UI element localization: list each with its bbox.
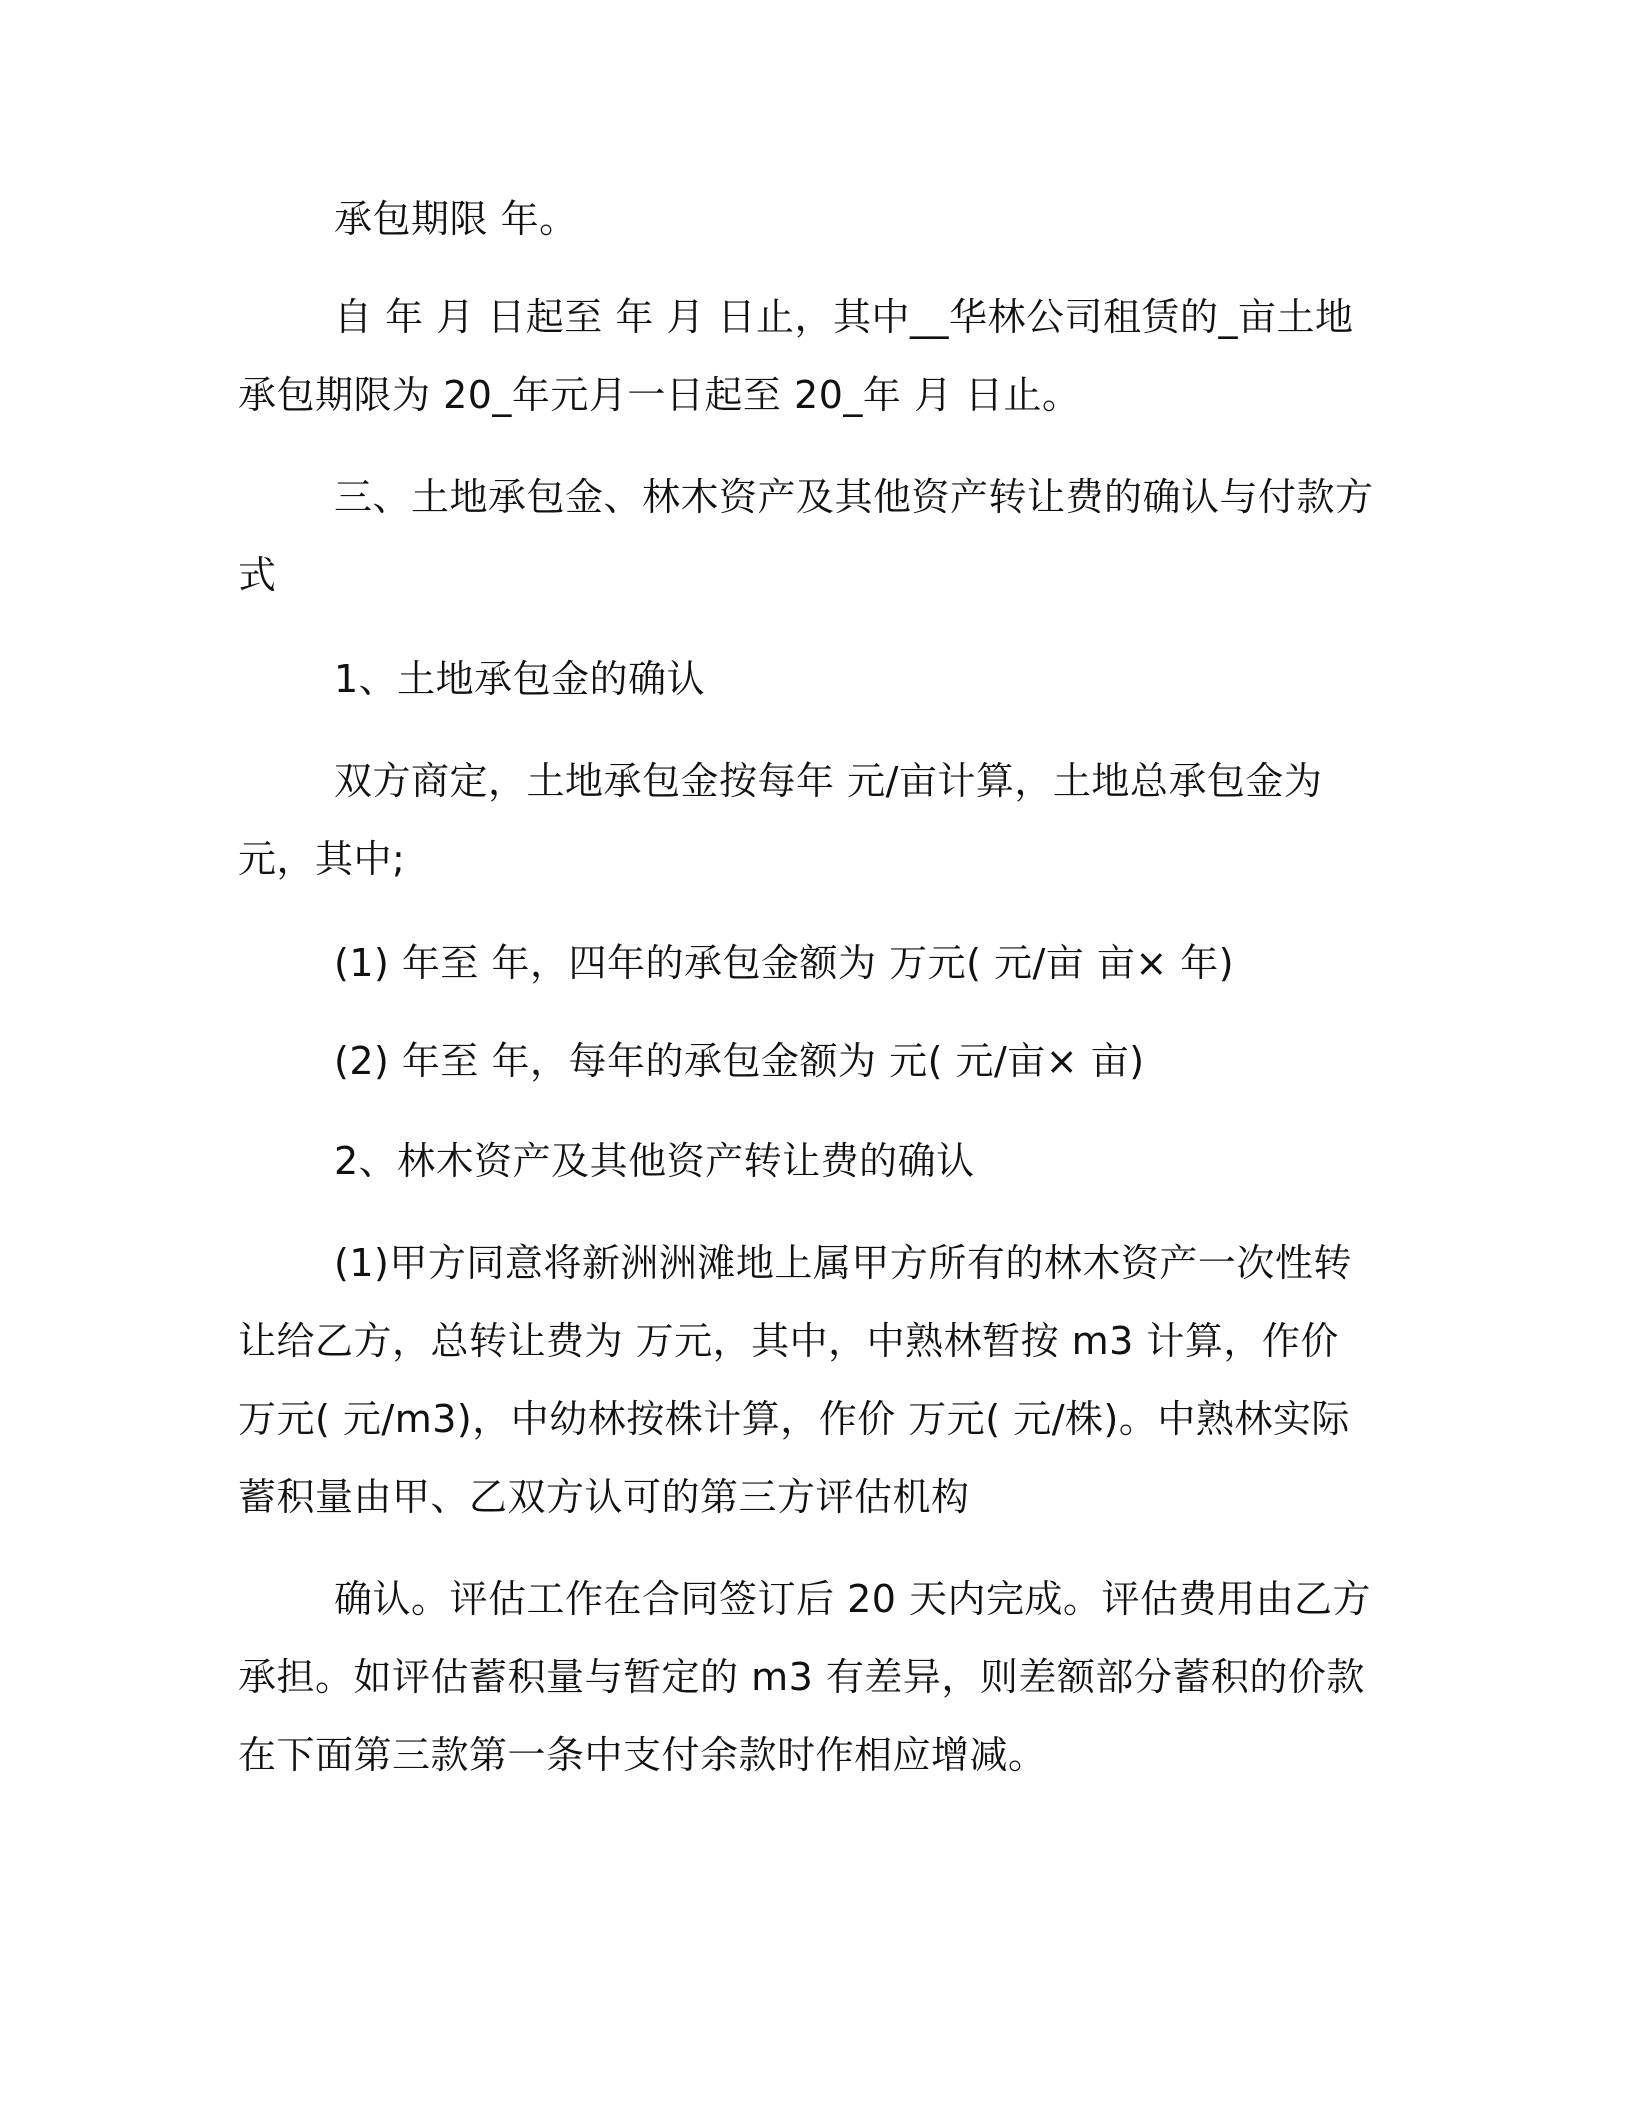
paragraph-assessment-confirmation: 确认。评估工作在合同签订后 20 天内完成。评估费用由乙方承担。如评估蓄积量与暂定的 m3 有差异，则差额部分蓄积的价款在下面第三款第一条中支付余款时作相应增减。 [238, 1577, 1372, 1777]
paragraph-forest-asset-transfer: (1)甲方同意将新洲洲滩地上属甲方所有的林木资产一次性转让给乙方，总转让费为 万元，其中，中熟林暂按 m3 计算，作价 万元( 元/m3)，中幼林按株计算，作价 万元( 元/株)。中熟林实际蓄积量由甲、乙双方认可的第三方评估机构 [238, 1241, 1352, 1519]
item-heading-land-fee: 1、土地承包金的确认 [334, 657, 706, 701]
document-body [238, 180, 1388, 1794]
paragraph-land-fee-agreement: 双方商定，土地承包金按每年 元/亩计算，土地总承包金为 元，其中; [238, 759, 1323, 881]
item-heading-asset-transfer: 2、林木资产及其他资产转让费的确认 [334, 1139, 975, 1183]
list-item-fee-period-2: (2) 年至 年，每年的承包金额为 元( 元/亩× 亩) [334, 1039, 1145, 1083]
paragraph-contract-period: 自 年 月 日起至 年 月 日止，其中__华林公司租赁的_亩土地承包期限为 20_年元月一日起至 20_年 月 日止。 [238, 295, 1354, 417]
section-heading-payment: 三、土地承包金、林木资产及其他资产转让费的确认与付款方式 [238, 475, 1374, 597]
paragraph-contract-term: 承包期限 年。 [334, 197, 578, 241]
list-item-fee-period-1: (1) 年至 年，四年的承包金额为 万元( 元/亩 亩× 年) [334, 941, 1235, 985]
